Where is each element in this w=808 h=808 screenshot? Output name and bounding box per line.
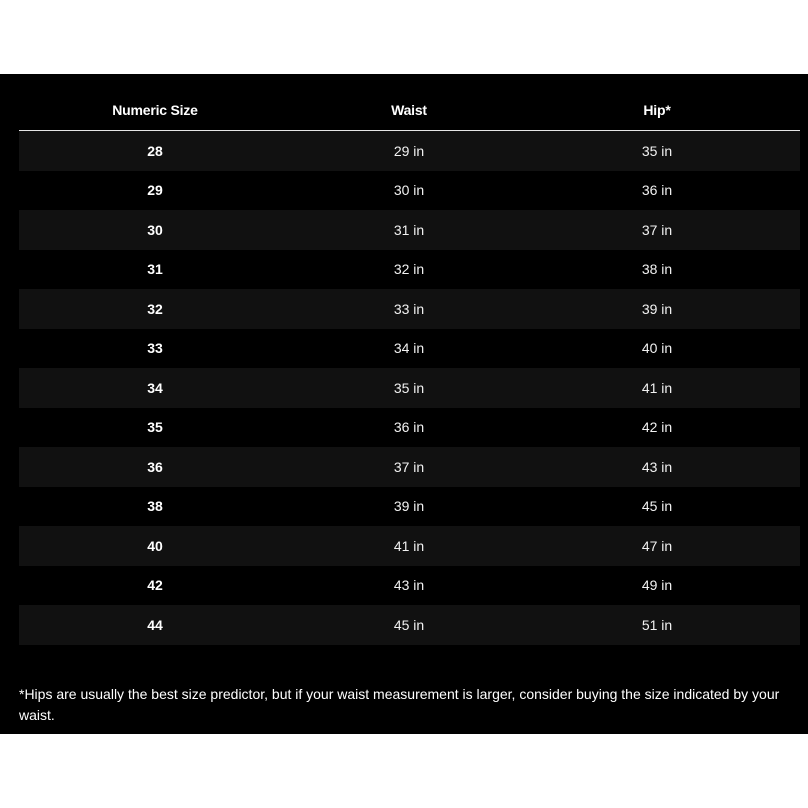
hip-cell: 41 in (641, 379, 673, 396)
waist-cell: 45 in (393, 616, 425, 633)
waist-cell: 36 in (393, 419, 425, 436)
waist-cell: 33 in (393, 300, 425, 317)
size-cell: 36 (147, 458, 163, 475)
size-cell: 34 (147, 379, 163, 396)
waist-cell: 43 in (393, 577, 425, 594)
hip-cell: 45 in (641, 498, 673, 515)
size-cell: 30 (147, 221, 163, 238)
size-cell: 44 (147, 616, 163, 633)
table-row (19, 566, 800, 606)
header-hip: Hip* (643, 102, 671, 118)
waist-cell: 32 in (393, 261, 425, 278)
hip-cell: 51 in (641, 616, 673, 633)
table-row (19, 329, 800, 369)
waist-cell: 37 in (393, 458, 425, 475)
table-row (19, 447, 800, 487)
size-cell: 32 (147, 300, 163, 317)
hip-cell: 42 in (641, 419, 673, 436)
table-row (19, 487, 800, 527)
size-chart-table (19, 90, 800, 645)
waist-cell: 31 in (393, 221, 425, 238)
table-header (19, 90, 800, 131)
hip-cell: 49 in (641, 577, 673, 594)
footnote: *Hips are usually the best size predictor, but if your waist measurement is larger, consider buying the size indicated by your waist. (19, 686, 780, 723)
table-row (19, 408, 800, 448)
hip-cell: 47 in (641, 537, 673, 554)
table-row (19, 526, 800, 566)
header-numeric-size: Numeric Size (112, 102, 198, 118)
size-cell: 38 (147, 498, 163, 515)
waist-cell: 29 in (393, 142, 425, 159)
table-row (19, 250, 800, 290)
table-row (19, 605, 800, 645)
hip-cell: 38 in (641, 261, 673, 278)
table-row (19, 289, 800, 329)
table-row (19, 131, 800, 171)
size-cell: 29 (147, 182, 163, 199)
hip-cell: 43 in (641, 458, 673, 475)
hip-cell: 36 in (641, 182, 673, 199)
waist-cell: 41 in (393, 537, 425, 554)
hip-cell: 39 in (641, 300, 673, 317)
size-cell: 33 (147, 340, 163, 357)
size-cell: 42 (147, 577, 163, 594)
header-waist: Waist (391, 102, 427, 118)
size-cell: 40 (147, 537, 163, 554)
hip-cell: 35 in (641, 142, 673, 159)
size-cell: 28 (147, 142, 163, 159)
size-chart-panel (0, 74, 808, 734)
waist-cell: 34 in (393, 340, 425, 357)
waist-cell: 35 in (393, 379, 425, 396)
table-row (19, 171, 800, 211)
size-cell: 35 (147, 419, 163, 436)
table-row (19, 368, 800, 408)
hip-cell: 40 in (641, 340, 673, 357)
waist-cell: 39 in (393, 498, 425, 515)
hip-cell: 37 in (641, 221, 673, 238)
size-cell: 31 (147, 261, 163, 278)
table-body (19, 131, 800, 645)
waist-cell: 30 in (393, 182, 425, 199)
table-row (19, 210, 800, 250)
